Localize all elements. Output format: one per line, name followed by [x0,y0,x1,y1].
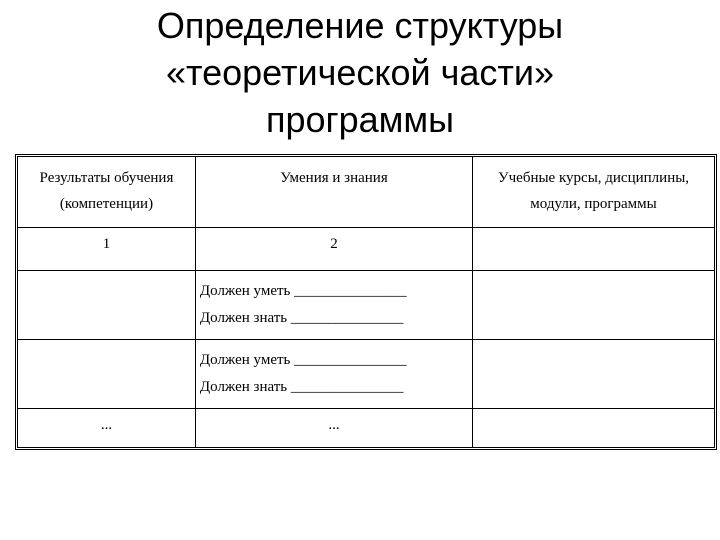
header-cell-skills [196,157,473,228]
column-number-3 [473,228,714,236]
header-skills-line-1: Умения и знания [280,170,388,186]
ellipsis-cell-1 [18,409,196,447]
ellipsis-3 [473,409,714,417]
table-row [18,340,714,409]
must-be-able-line: Должен уметь _______________ [199,352,407,368]
column-number-2: 2 [330,236,338,252]
title-line-1: Определение структуры [156,5,564,46]
table-number-row [18,228,714,271]
title-line-3: программы [265,99,455,140]
must-know-line: Должен знать _______________ [199,379,404,395]
header-cell-courses [473,157,714,228]
number-cell-2 [196,228,473,271]
table-header-row [18,157,714,228]
header-courses-line-1: Учебные курсы, дисциплины, [498,170,690,186]
table-ellipsis-row [18,409,714,447]
skills-cell [196,340,473,409]
ellipsis-cell-2 [196,409,473,447]
slide-title [0,0,720,143]
must-be-able-line: Должен уметь _______________ [199,283,407,299]
header-results-line-1: Результаты обучения [39,170,174,186]
structure-table [15,154,717,450]
header-results-line-2: (компетенции) [59,196,154,212]
table-row [18,271,714,340]
header-cell-results [18,157,196,228]
skills-cell [196,271,473,340]
must-know-line: Должен знать _______________ [199,310,404,326]
courses-cell [473,271,714,340]
ellipsis-1: ... [100,417,113,433]
ellipsis-2: ... [328,417,340,433]
number-cell-1 [18,228,196,271]
column-number-1: 1 [102,236,111,252]
number-cell-3 [473,228,714,271]
results-cell [18,340,196,409]
title-line-2: «теоретической части» [165,52,555,93]
results-cell [18,271,196,340]
ellipsis-cell-3 [473,409,714,447]
courses-cell [473,340,714,409]
header-courses-line-2: модули, программы [530,196,657,212]
